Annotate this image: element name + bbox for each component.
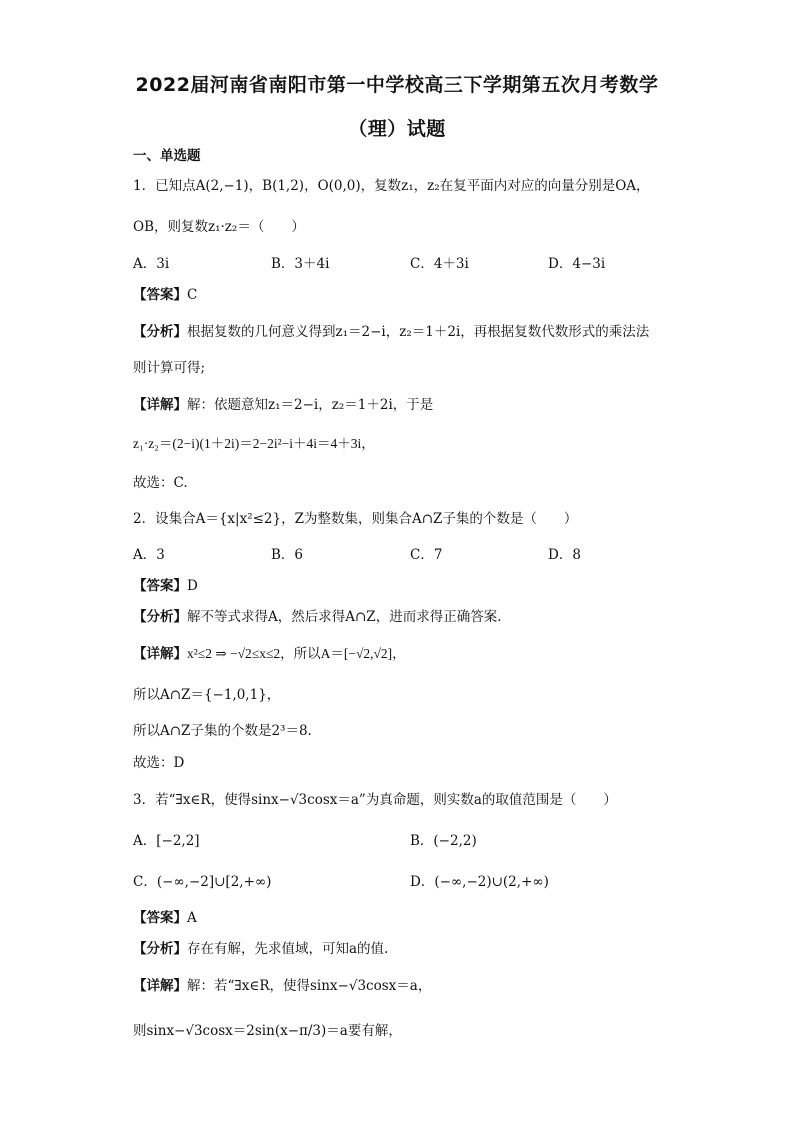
section-heading: 一、单选题 bbox=[133, 148, 201, 164]
detail-tag: 【详解】 bbox=[133, 646, 187, 662]
q2-answer bbox=[133, 577, 198, 595]
analysis-text: 根据复数的几何意义得到z₁＝2−i，z₂＝1＋2i，再根据复数代数形式的乘法法 bbox=[187, 324, 650, 340]
q3-option-a: A．[−2,2] bbox=[133, 833, 200, 849]
q1-option-b: B．3＋4i bbox=[271, 256, 330, 272]
q2-option-b: B．6 bbox=[271, 547, 304, 563]
q1-answer bbox=[133, 286, 197, 304]
answer-value: A bbox=[187, 910, 197, 926]
q2-detail-line1 bbox=[133, 645, 406, 663]
answer-tag: 【答案】 bbox=[133, 578, 187, 594]
q1-option-c: C．4＋3i bbox=[410, 256, 469, 272]
detail-tag: 【详解】 bbox=[133, 397, 187, 413]
q2-analysis bbox=[133, 608, 501, 626]
analysis-tag: 【分析】 bbox=[133, 324, 187, 340]
q1-conclusion: 故选：C. bbox=[133, 475, 188, 491]
q3-detail-line1 bbox=[133, 977, 431, 995]
q1-option-a: A．3i bbox=[133, 256, 170, 272]
document-title-line1: 2022届河南省南阳市第一中学校高三下学期第五次月考数学 bbox=[135, 74, 659, 96]
document-title-line2: （理）试题 bbox=[348, 118, 446, 140]
answer-tag: 【答案】 bbox=[133, 287, 187, 303]
q3-option-b: B．(−2,2) bbox=[410, 833, 477, 849]
answer-value: C bbox=[187, 287, 198, 303]
detail-text: x²≤2 ⇒ −√2≤x≤2，所以A＝[−√2,√2]， bbox=[187, 646, 406, 661]
q1-option-d: D．4−3i bbox=[548, 256, 606, 272]
q1-detail-line2: z₁·z₂＝(2−i)(1＋2i)＝2−2i²−i＋4i＝4＋3i， bbox=[133, 436, 375, 451]
q3-answer bbox=[133, 909, 197, 927]
q1-analysis-line2: 则计算可得; bbox=[133, 360, 206, 376]
q1-stem-line1: 1．已知点A(2,−1)，B(1,2)，O(0,0)，复数z₁，z₂在复平面内对应的向量分别是OA， bbox=[133, 178, 650, 194]
q1-stem-line2: OB，则复数z₁·z₂＝（ ） bbox=[133, 219, 305, 235]
q1-detail-line1 bbox=[133, 396, 433, 414]
q2-detail-line3: 所以A∩Z子集的个数是2³＝8. bbox=[133, 723, 312, 739]
detail-text: 解：若“∃x∈R，使得sinx−√3cosx＝a， bbox=[187, 978, 432, 994]
q2-conclusion: 故选：D bbox=[133, 755, 185, 771]
analysis-text: 解不等式求得A，然后求得A∩Z，进而求得正确答案. bbox=[187, 609, 502, 625]
q2-stem: 2．设集合A＝{x|x²≤2}，Z为整数集，则集合A∩Z子集的个数是（ ） bbox=[133, 511, 578, 527]
analysis-tag: 【分析】 bbox=[133, 609, 187, 625]
q3-stem: 3．若“∃x∈R，使得sinx−√3cosx＝a”为真命题，则实数a的取值范围是（ ） bbox=[133, 792, 617, 808]
q3-analysis bbox=[133, 940, 388, 958]
analysis-text: 存在有解，先求值域，可知a的值. bbox=[187, 941, 389, 957]
answer-value: D bbox=[187, 578, 198, 594]
q2-option-c: C．7 bbox=[410, 547, 443, 563]
q3-option-d: D．(−∞,−2)∪(2,+∞) bbox=[410, 874, 549, 890]
q3-detail-line2: 则sinx−√3cosx＝2sin(x−π/3)＝a要有解， bbox=[133, 1023, 402, 1039]
analysis-tag: 【分析】 bbox=[133, 941, 187, 957]
detail-tag: 【详解】 bbox=[133, 978, 187, 994]
q3-option-c: C．(−∞,−2]∪[2,+∞) bbox=[133, 874, 272, 890]
detail-text: 解：依题意知z₁＝2−i，z₂＝1＋2i，于是 bbox=[187, 397, 434, 413]
q1-analysis-line1 bbox=[133, 323, 649, 341]
q2-option-d: D．8 bbox=[548, 547, 581, 563]
q2-detail-line2: 所以A∩Z＝{−1,0,1}， bbox=[133, 687, 281, 703]
answer-tag: 【答案】 bbox=[133, 910, 187, 926]
q2-option-a: A．3 bbox=[133, 547, 165, 563]
